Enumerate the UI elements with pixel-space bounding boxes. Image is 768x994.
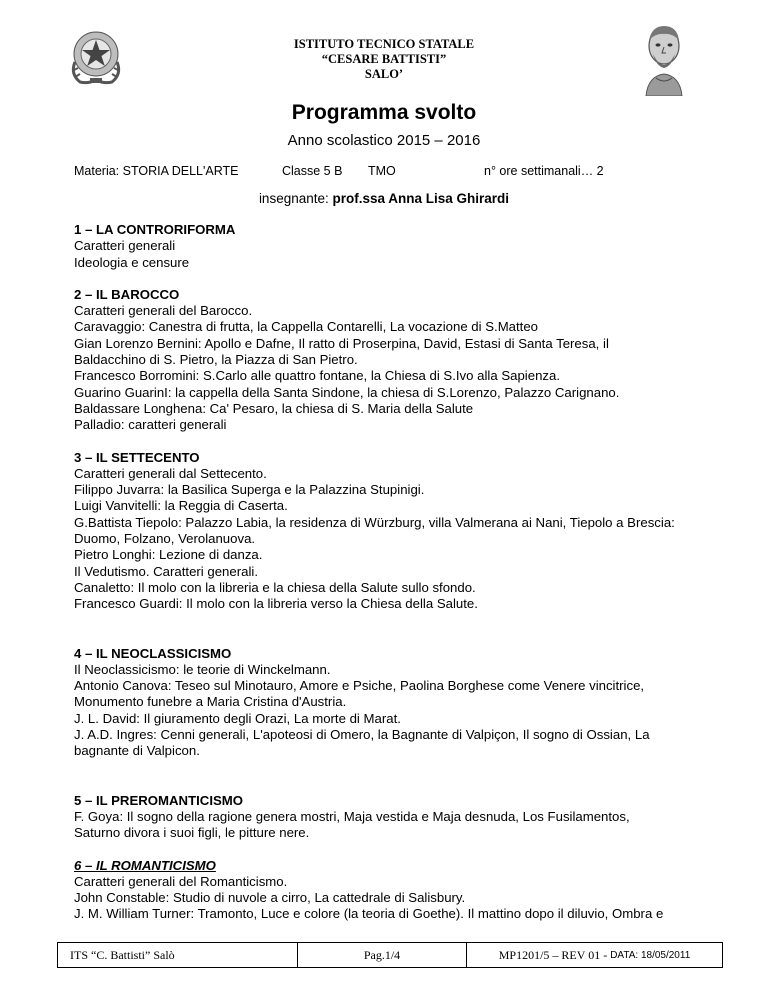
section-line: F. Goya: Il sogno della ragione genera mostri, Maja vestida e Maja desnuda, Los Fusilamentos, <box>74 808 630 824</box>
section-title: 4 – IL NEOCLASSICISMO <box>74 645 232 661</box>
section-line: Pietro Longhi: Lezione di danza. <box>74 547 263 563</box>
section-title: 1 – LA CONTRORIFORMA <box>74 222 236 237</box>
section-line: John Constable: Studio di nuvole a cirro, La cattedrale di Salisbury. <box>74 890 466 906</box>
course-field: TMO <box>368 164 396 178</box>
section-line: Caratteri generali del Barocco. <box>74 303 253 319</box>
school-year: Anno scolastico 2015 – 2016 <box>287 132 481 149</box>
section-line: Francesco Guardi: Il molo con la libreria verso la Chiesa della Salute. <box>74 596 478 612</box>
teacher-line <box>0 191 768 206</box>
section-line: Caratteri generali del Romanticismo. <box>74 873 288 889</box>
section-title: 6 – IL ROMANTICISMO <box>74 857 216 873</box>
section-settecento <box>74 450 724 613</box>
section-line: Canaletto: Il molo con la libreria e la chiesa della Salute sullo sfondo. <box>74 579 476 595</box>
section-line: Francesco Borromini: S.Carlo alle quattro fontane, la Chiesa di S.Ivo alla Sapienza. <box>74 368 560 384</box>
section-title: 5 – IL PREROMANTICISMO <box>74 792 244 808</box>
program-content <box>74 222 724 923</box>
section-line: Palladio: caratteri generali <box>74 417 227 433</box>
section-line: J. L. David: Il giuramento degli Orazi, La morte di Marat. <box>74 710 401 726</box>
section-line: G.Battista Tiepolo: Palazzo Labia, la residenza di Würzburg, villa Valmerana ai Nani, Tiepolo a Brescia: <box>74 514 675 530</box>
section-title: 3 – IL SETTECENTO <box>74 449 200 465</box>
section-line: Filippo Juvarra: la Basilica Superga e la Palazzina Stupinigi. <box>74 482 425 498</box>
footer-page-number: Pag.1/4 <box>298 943 467 967</box>
section-line: J. A.D. Ingres: Cenni generali, L'apoteosi di Omero, la Bagnante di Valpiçon, Il sogno di Ossian, La <box>74 727 650 743</box>
section-line: Monumento funebre a Maria Cristina d'Austria. <box>74 694 347 710</box>
section-line: Baldacchino di S. Pietro, la Piazza di San Pietro. <box>74 352 358 368</box>
section-line: Baldassare Longhena: Ca' Pesaro, la chiesa di S. Maria della Salute <box>74 400 474 416</box>
page-header <box>0 0 768 100</box>
section-line: Saturno divora i suoi figli, le pitture nere. <box>74 825 310 841</box>
school-name-line3: SALO’ <box>364 67 404 81</box>
footer-date: DATA: 18/05/2011 <box>610 949 691 961</box>
footer-revision: MP1201/5 – REV 01 - <box>498 947 608 962</box>
section-line: Antonio Canova: Teseo sul Minotauro, Amore e Psiche, Paolina Borghese come Venere vincitrice, <box>74 678 645 694</box>
section-line: Luigi Vanvitelli: la Reggia di Caserta. <box>74 498 288 514</box>
class-field: Classe 5 B <box>282 164 343 178</box>
section-line: Gian Lorenzo Bernini: Apollo e Dafne, Il ratto di Proserpina, David, Estasi di Santa Teresa, il <box>74 335 609 351</box>
document-title: Programma svolto <box>291 101 477 124</box>
weekly-hours-field: n° ore settimanali… 2 <box>484 164 604 178</box>
section-barocco <box>74 287 724 434</box>
section-line: Ideologia e censure <box>74 254 190 270</box>
teacher-name: prof.ssa Anna Lisa Ghirardi <box>332 191 510 206</box>
section-romanticismo <box>74 858 724 923</box>
school-name-line2: “CESARE BATTISTI” <box>321 52 447 66</box>
teacher-label: insegnante: <box>258 191 333 206</box>
footer-school: ITS “C. Battisti” Salò <box>58 943 298 967</box>
section-controriforma <box>74 222 724 271</box>
section-line: J. M. William Turner: Tramonto, Luce e colore (la teoria di Goethe). Il mattino dopo il diluvio, Ombra e <box>74 906 664 922</box>
cesare-battisti-portrait-icon <box>634 20 694 96</box>
section-preromanticismo <box>74 793 724 842</box>
section-line: Guarino GuarinI: la cappella della Santa Sindone, la chiesa di S.Lorenzo, Palazzo Carignano. <box>74 384 620 400</box>
section-line: Caratteri generali <box>74 238 176 254</box>
section-line: Il Vedutismo. Caratteri generali. <box>74 563 258 579</box>
school-name-line1: ISTITUTO TECNICO STATALE <box>293 37 475 51</box>
section-line: bagnante di Valpicon. <box>74 743 200 759</box>
section-line: Caratteri generali dal Settecento. <box>74 465 267 481</box>
page-footer <box>57 942 723 968</box>
section-line: Il Neoclassicismo: le teorie di Winckelmann. <box>74 661 331 677</box>
section-line: Duomo, Folzano, Verolanuova. <box>74 531 256 547</box>
section-line: Caravaggio: Canestra di frutta, la Cappella Contarelli, La vocazione di S.Matteo <box>74 319 539 335</box>
section-neoclassicismo <box>74 646 724 760</box>
footer-document-code <box>467 943 722 967</box>
subject-field: Materia: STORIA DELL'ARTE <box>74 164 239 178</box>
section-title: 2 – IL BAROCCO <box>74 286 180 302</box>
